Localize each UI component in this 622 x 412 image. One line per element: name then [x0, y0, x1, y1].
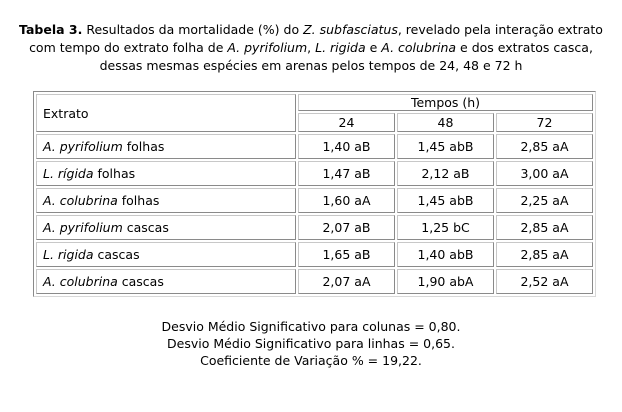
table-row [36, 134, 593, 159]
tempos-header: Tempos (h) [298, 94, 593, 111]
value-cell: 2,25 aA [496, 188, 593, 213]
value-cell: 2,07 aA [298, 269, 395, 294]
value-cell: 1,60 aA [298, 188, 395, 213]
table-row [36, 161, 593, 186]
footnote-line: Desvio Médio Significativo para linhas = 0,65. [167, 336, 455, 351]
value-cell: 2,85 aA [496, 242, 593, 267]
species-name: A. pyrifolium [43, 139, 123, 154]
value-cell: 1,25 bC [397, 215, 494, 240]
species-name: A. colubrina [43, 274, 118, 289]
plant-part: cascas [117, 274, 164, 289]
plant-part: cascas [122, 220, 169, 235]
plant-part: folhas [122, 139, 165, 154]
header-row [36, 94, 593, 111]
species-name: L. rigida [43, 247, 94, 262]
time-header: 72 [496, 113, 593, 132]
footnote-line: Coeficiente de Variação % = 19,22. [200, 353, 422, 368]
caption-text: Resultados da mortalidade (%) do [82, 22, 304, 37]
species-name: A. pyrifolium [43, 220, 123, 235]
caption-text: e [365, 40, 382, 55]
time-header: 24 [298, 113, 395, 132]
extract-name [36, 161, 296, 186]
species-name: A. colubrina [43, 193, 118, 208]
value-cell: 2,52 aA [496, 269, 593, 294]
species-name: L. rígida [43, 166, 94, 181]
caption-species: L. rigida [315, 40, 366, 55]
caption-text: , revelado pela interação extrato com tempo do extrato folha de [29, 22, 603, 55]
time-header: 48 [397, 113, 494, 132]
extract-name [36, 134, 296, 159]
value-cell: 1,65 aB [298, 242, 395, 267]
table-footnotes [18, 318, 604, 369]
caption-species: A. pyrifolium [227, 40, 308, 55]
table-row [36, 215, 593, 240]
extract-name [36, 188, 296, 213]
value-cell: 2,12 aB [397, 161, 494, 186]
results-table [33, 91, 596, 297]
value-cell: 1,45 abB [397, 134, 494, 159]
plant-part: cascas [93, 247, 140, 262]
value-cell: 1,45 abB [397, 188, 494, 213]
extract-name [36, 215, 296, 240]
value-cell: 2,07 aB [298, 215, 395, 240]
value-cell: 1,40 abB [397, 242, 494, 267]
table-caption [18, 21, 604, 75]
value-cell: 1,47 aB [298, 161, 395, 186]
extract-name [36, 269, 296, 294]
extract-name [36, 242, 296, 267]
value-cell: 1,40 aB [298, 134, 395, 159]
value-cell: 3,00 aA [496, 161, 593, 186]
plant-part: folhas [117, 193, 160, 208]
footnote-line: Desvio Médio Significativo para colunas = 0,80. [161, 319, 461, 334]
caption-species: Z. subfasciatus [303, 22, 398, 37]
value-cell: 2,85 aA [496, 134, 593, 159]
results-table-container [33, 91, 596, 297]
extrato-header: Extrato [36, 94, 296, 132]
caption-species: A. colubrina [381, 40, 457, 55]
table-row [36, 242, 593, 267]
caption-label: Tabela 3. [19, 22, 83, 37]
plant-part: folhas [93, 166, 136, 181]
caption-text: e dos extratos casca, dessas mesmas espécies em arenas pelos tempos de 24, 48 e 72 h [99, 40, 593, 73]
value-cell: 2,85 aA [496, 215, 593, 240]
table-row [36, 188, 593, 213]
caption-text: , [307, 40, 316, 55]
table-row [36, 269, 593, 294]
value-cell: 1,90 abA [397, 269, 494, 294]
